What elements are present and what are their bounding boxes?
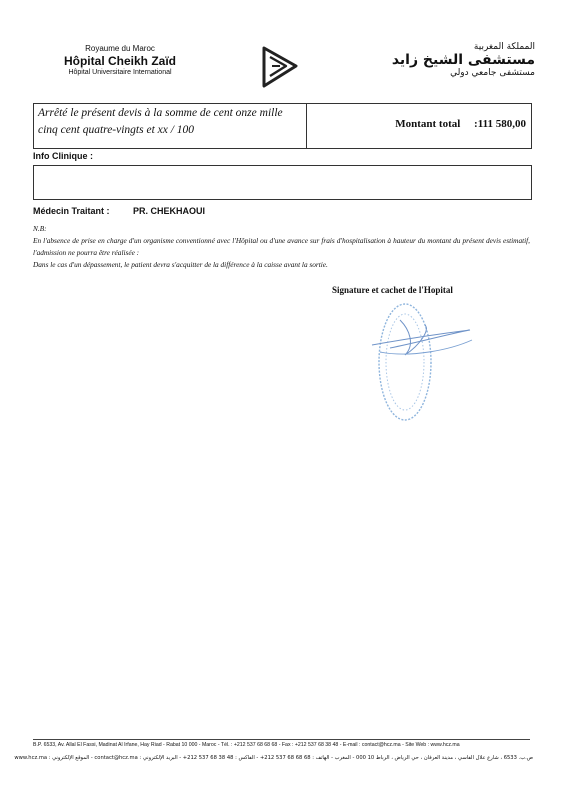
footer-divider [33,739,530,740]
total-value: :111 580,00 [474,118,526,130]
amount-in-words: Arrêté le présent devis à la somme de cent onze mille cinq cent quatre-vingts et xx / 100 [38,107,283,136]
total-label: Montant total [395,118,461,130]
notes-block [33,223,530,271]
notes-line-1: En l'absence de prise en charge d'un organisme conventionné avec l'Hôpital ou d'une avance sur frais d'hospitalisation à hauteur du montant du présent devis estimatif, l'admission ne pourra être réalisée : [33,236,530,257]
hospital-subtitle-fr: Hôpital Universitaire International [68,69,172,76]
amount-box-divider [306,104,307,148]
notes-nb: N.B: [33,224,47,233]
header-left [50,44,190,76]
header-right [385,42,535,78]
hospital-name-fr: Hôpital Cheikh Zaïd [63,54,176,68]
signature-title: Signature et cachet de l'Hopital [332,285,453,295]
total-amount [310,118,526,130]
kingdom-ar: المملكة المغربية [473,42,535,52]
hospital-logo-icon [258,44,302,90]
footer-address-fr: B.P. 6533, Av. Allal El Fassi, Madinat Al Irfane, Hay Riad - Rabat 10 000 - Maroc - Tél. : +212 537 68 68 68 - Fax : +212 537 68 38 48 - E-mail : contact@hcz.ma - Site Web : www.hcz.ma [33,742,460,748]
medecin-name: PR. CHEKHAOUI [133,206,206,216]
hospital-subtitle-ar: مستشفى جامعي دولي [450,68,535,78]
medecin-label: Médecin Traitant : [33,206,110,216]
info-clinique-box [33,165,532,200]
hospital-name-ar: مستشفى الشيخ زايد [391,52,535,68]
hospital-stamp-signature [360,300,480,425]
kingdom-fr: Royaume du Maroc [85,44,155,53]
info-clinique-label: Info Clinique : [33,151,93,161]
footer-address-ar: ص.ب. 6533 ، شارع علال الفاسي ، مدينة العرفان ، حي الرياض ، الرباط 10 000 - المغرب - الهاتف : 68 68 68 537 212+ - الفاكس : 48 38 68 537 212+ - البريد الإلكتروني : contact@hcz.ma - الموقع الإلكتروني : www.hcz.ma [14,755,533,761]
notes-line-2: Dans le cas d'un dépassement, le patient devra s'acquitter de la différence à la caisse avant la sortie. [33,260,328,269]
amount-box [33,103,532,149]
